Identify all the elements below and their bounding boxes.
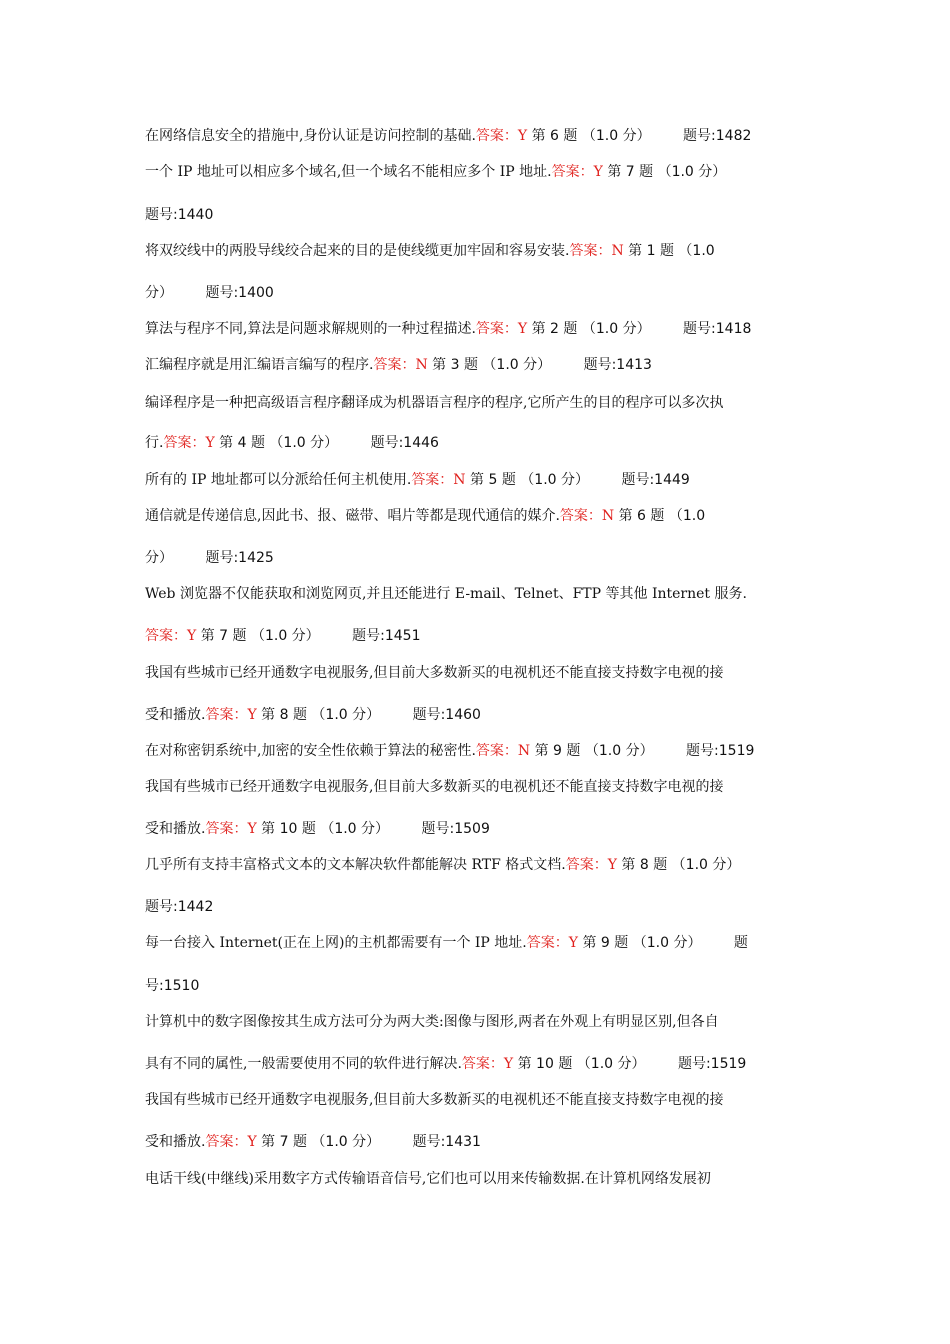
question-text: 算法与程序不同,算法是问题求解规则的一种过程描述. bbox=[145, 321, 476, 337]
question-id: 题 bbox=[733, 935, 748, 951]
question-line bbox=[145, 1012, 719, 1032]
question-line bbox=[145, 506, 705, 526]
answer-label: 答案：N bbox=[475, 743, 531, 759]
answer-label: 答案：Y bbox=[163, 435, 215, 451]
question-text: 受和播放. bbox=[145, 821, 206, 837]
question-score: （1.0 分） bbox=[657, 164, 727, 180]
answer-label: 答案：Y bbox=[475, 128, 528, 144]
question-line bbox=[145, 1169, 711, 1189]
answer-label: 答案：Y bbox=[475, 321, 528, 337]
question-id: 题号:1440 bbox=[145, 207, 214, 223]
question-number: 第 7 题 bbox=[261, 1134, 307, 1150]
question-text: 每一台接入 Internet(正在上网)的主机都需要有一个 IP 地址. bbox=[145, 935, 527, 951]
question-line bbox=[145, 1054, 746, 1074]
question-number: 第 3 题 bbox=[432, 357, 478, 373]
question-line bbox=[145, 976, 199, 996]
question-id: 题号:1418 bbox=[683, 321, 752, 337]
question-line bbox=[145, 933, 748, 953]
question-number: 第 10 题 bbox=[261, 821, 316, 837]
question-number: 第 8 题 bbox=[621, 857, 668, 873]
question-id: 题号:1519 bbox=[686, 743, 755, 759]
question-line bbox=[145, 1132, 481, 1152]
question-id: 号:1510 bbox=[145, 978, 200, 994]
question-line bbox=[145, 433, 439, 453]
question-number: 第 7 题 bbox=[607, 164, 654, 180]
question-score: 分） bbox=[145, 550, 173, 566]
question-number: 第 2 题 bbox=[531, 321, 578, 337]
question-score: 分） bbox=[145, 285, 173, 301]
question-line bbox=[145, 584, 747, 604]
question-id: 题号:1519 bbox=[677, 1056, 747, 1072]
question-line bbox=[145, 162, 726, 182]
question-line bbox=[145, 393, 723, 413]
question-line bbox=[145, 705, 481, 725]
question-score: （1.0 分） bbox=[269, 435, 339, 451]
question-number: 第 1 题 bbox=[628, 243, 674, 259]
question-text: 汇编程序就是用汇编语言编写的程序. bbox=[145, 357, 374, 373]
answer-label: 答案：N bbox=[569, 243, 624, 259]
question-text: 我国有些城市已经开通数字电视服务,但目前大多数新买的电视机还不能直接支持数字电视的接 bbox=[145, 665, 724, 681]
question-number: 第 8 题 bbox=[261, 707, 307, 723]
question-line bbox=[145, 126, 751, 146]
question-number: 第 6 题 bbox=[618, 508, 665, 524]
question-text: 几乎所有支持丰富格式文本的文本解决软件都能解决 RTF 格式文档. bbox=[145, 857, 566, 873]
question-line bbox=[145, 663, 723, 683]
question-id: 题号:1431 bbox=[412, 1134, 481, 1150]
question-text: 我国有些城市已经开通数字电视服务,但目前大多数新买的电视机还不能直接支持数字电视的接 bbox=[145, 779, 724, 795]
question-line bbox=[145, 741, 754, 761]
question-text: 行. bbox=[145, 435, 164, 451]
question-line bbox=[145, 777, 723, 797]
question-line bbox=[145, 355, 652, 375]
question-id: 题号:1425 bbox=[205, 550, 274, 566]
answer-label: 答案：Y bbox=[551, 164, 603, 180]
question-id: 题号:1446 bbox=[370, 435, 439, 451]
question-text: 所有的 IP 地址都可以分派给任何主机使用. bbox=[145, 472, 412, 488]
question-number: 第 7 题 bbox=[200, 628, 247, 644]
answer-label: 答案：Y bbox=[461, 1056, 514, 1072]
question-score: （1.0 分） bbox=[576, 1056, 646, 1072]
question-number: 第 9 题 bbox=[582, 935, 629, 951]
question-text: 受和播放. bbox=[145, 707, 206, 723]
question-text: 具有不同的属性,一般需要使用不同的软件进行解决. bbox=[145, 1056, 462, 1072]
answer-label: 答案：Y bbox=[526, 935, 579, 951]
question-number: 第 6 题 bbox=[531, 128, 578, 144]
answer-label: 答案：N bbox=[411, 472, 466, 488]
answer-label: 答案：N bbox=[559, 508, 615, 524]
question-score: （1.0 分） bbox=[311, 707, 381, 723]
question-score: （1.0 分） bbox=[520, 472, 589, 488]
question-text: 电话干线(中继线)采用数字方式传输语音信号,它们也可以用来传输数据.在计算机网络发展初 bbox=[145, 1171, 711, 1187]
question-score: （1.0 分） bbox=[632, 935, 702, 951]
question-text: 在对称密钥系统中,加密的安全性依赖于算法的秘密性. bbox=[145, 743, 476, 759]
question-line bbox=[145, 319, 751, 339]
question-id: 题号:1509 bbox=[421, 821, 490, 837]
question-number: 第 9 题 bbox=[534, 743, 581, 759]
question-text: Web 浏览器不仅能获取和浏览网页,并且还能进行 E-mail、Telnet、FTP 等其他 Internet 服务. bbox=[145, 586, 747, 602]
question-line bbox=[145, 855, 740, 875]
question-score: （1.0 分） bbox=[250, 628, 320, 644]
question-line bbox=[145, 205, 213, 225]
question-number: 第 5 题 bbox=[470, 472, 516, 488]
question-line bbox=[145, 819, 490, 839]
question-text: 将双绞线中的两股导线绞合起来的目的是使线缆更加牢固和容易安装. bbox=[145, 243, 570, 259]
question-score: （1.0 分） bbox=[320, 821, 390, 837]
answer-label: 答案：Y bbox=[145, 628, 197, 644]
question-text: 编译程序是一种把高级语言程序翻译成为机器语言程序的程序,它所产生的目的程序可以多次执 bbox=[145, 395, 724, 411]
question-number: 第 4 题 bbox=[219, 435, 265, 451]
question-score: （1.0 bbox=[668, 508, 706, 524]
answer-label: 答案：N bbox=[373, 357, 428, 373]
question-line bbox=[145, 470, 690, 490]
question-text: 我国有些城市已经开通数字电视服务,但目前大多数新买的电视机还不能直接支持数字电视的接 bbox=[145, 1092, 724, 1108]
question-text: 在网络信息安全的措施中,身份认证是访问控制的基础. bbox=[145, 128, 476, 144]
question-line bbox=[145, 548, 274, 568]
question-score: （1.0 分） bbox=[584, 743, 654, 759]
question-id: 题号:1400 bbox=[205, 285, 274, 301]
question-text: 一个 IP 地址可以相应多个域名,但一个域名不能相应多个 IP 地址. bbox=[145, 164, 552, 180]
question-id: 题号:1451 bbox=[352, 628, 421, 644]
question-text: 受和播放. bbox=[145, 1134, 206, 1150]
question-id: 题号:1482 bbox=[683, 128, 752, 144]
answer-label: 答案：Y bbox=[205, 821, 257, 837]
question-text: 通信就是传递信息,因此书、报、磁带、唱片等都是现代通信的媒介. bbox=[145, 508, 560, 524]
answer-label: 答案：Y bbox=[205, 707, 257, 723]
question-score: （1.0 分） bbox=[311, 1134, 381, 1150]
question-score: （1.0 bbox=[678, 243, 715, 259]
question-text: 计算机中的数字图像按其生成方法可分为两大类:图像与图形,两者在外观上有明显区别,但各自 bbox=[145, 1014, 719, 1030]
question-line bbox=[145, 897, 213, 917]
question-score: （1.0 分） bbox=[482, 357, 552, 373]
question-line bbox=[145, 241, 715, 261]
question-score: （1.0 分） bbox=[581, 128, 651, 144]
question-line bbox=[145, 626, 421, 646]
question-score: （1.0 分） bbox=[581, 321, 651, 337]
question-id: 题号:1449 bbox=[621, 472, 690, 488]
question-number: 第 10 题 bbox=[517, 1056, 573, 1072]
question-id: 题号:1442 bbox=[145, 899, 214, 915]
question-line bbox=[145, 283, 274, 303]
question-id: 题号:1460 bbox=[412, 707, 481, 723]
answer-label: 答案：Y bbox=[565, 857, 617, 873]
question-line bbox=[145, 1090, 723, 1110]
question-id: 题号:1413 bbox=[583, 357, 652, 373]
question-score: （1.0 分） bbox=[671, 857, 741, 873]
answer-label: 答案：Y bbox=[205, 1134, 257, 1150]
